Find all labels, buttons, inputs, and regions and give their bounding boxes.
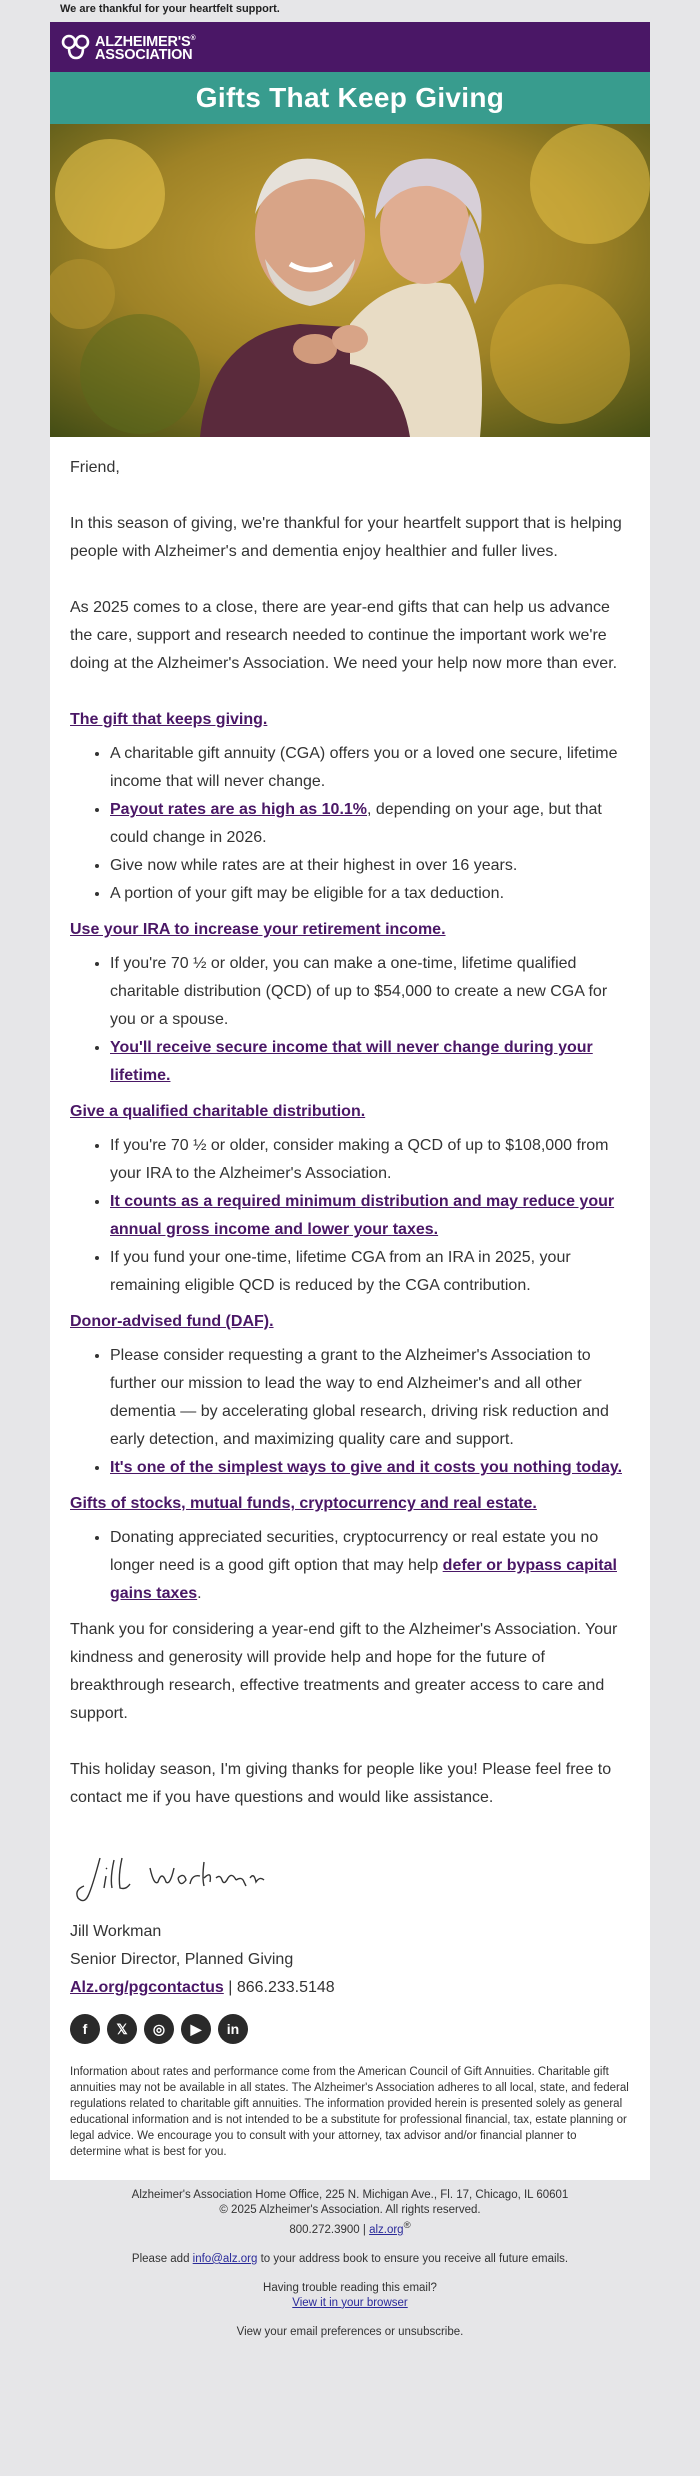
intro-paragraph: In this season of giving, we're thankful for your heartfelt support that is helping people with Alzheimer's and dementia enjoy healthier and fuller lives. [70, 515, 622, 560]
context-paragraph: As 2025 comes to a close, there are year-end gifts that can help us advance the care, support and research needed to continue the important work we're doing at the Alzheimer's Association. We need your help now more than ever. [70, 599, 618, 672]
greeting: Friend, [70, 459, 120, 476]
alz-org-link[interactable]: alz.org [369, 2223, 404, 2236]
simplest-ways-link[interactable]: It's one of the simplest ways to give and it costs you nothing today. [110, 1459, 623, 1476]
stocks-list [70, 1524, 630, 1608]
social-links [70, 2014, 630, 2044]
info-email-link[interactable]: info@alz.org [192, 2252, 258, 2265]
pg-contact-link[interactable]: Alz.org/pgcontactus [70, 1979, 224, 1996]
svg-text:Jill Workman: Jill Workman [70, 1848, 76, 1849]
linkedin-icon[interactable]: in [218, 2014, 248, 2044]
preheader-text: We are thankful for your heartfelt support. [60, 3, 280, 15]
secure-income-link[interactable]: You'll receive secure income that will never change during your lifetime. [110, 1039, 593, 1084]
payout-rates-link[interactable]: Payout rates are as high as 10.1% [110, 801, 368, 818]
email-container [50, 22, 650, 2180]
section-heading-daf[interactable]: Donor-advised fund (DAF). [70, 1313, 274, 1330]
logo-wordmark[interactable]: ALZHEIMER'S® ASSOCIATION [95, 33, 196, 64]
trouble-text: Having trouble reading this email? [263, 2281, 437, 2294]
hero-photo-couple-embracing [50, 124, 650, 437]
section-heading-cga[interactable]: The gift that keeps giving. [70, 711, 268, 728]
thanks-paragraph: Thank you for considering a year-end gift to the Alzheimer's Association. Your kindness and generosity will provide help and hope for the future of breakthrough research, effective treatments and greater access to care and support. [70, 1621, 618, 1722]
list-item: • A portion of your gift may be eligible for a tax deduction. [110, 880, 630, 908]
section-heading-ira[interactable]: Use your IRA to increase your retirement income. [70, 921, 446, 938]
list-item [110, 1034, 630, 1090]
contact-line [70, 1974, 630, 2002]
instagram-icon[interactable]: ◎ [144, 2014, 174, 2044]
list-item: • Payout rates are as high as 10.1%, depending on your age, but that could change in 2026. [110, 796, 630, 852]
address-book-line: Please add info@alz.org to your address book to ensure you receive all future emails. [131, 2252, 569, 2265]
signature-image [70, 1848, 270, 1908]
list-item: • If you're 70 ½ or older, consider making a QCD of up to $108,000 from your IRA to the Alzheimer's Association. [110, 1132, 630, 1188]
section-heading-qcd[interactable]: Give a qualified charitable distribution. [70, 1103, 366, 1120]
email-title: Gifts That Keep Giving [50, 72, 650, 124]
signer-name: Jill Workman [70, 1923, 162, 1940]
cga-list [70, 740, 630, 908]
youtube-icon[interactable]: ▶ [181, 2014, 211, 2044]
signer-title: Senior Director, Planned Giving [70, 1951, 294, 1968]
footer-copyright: © 2025 Alzheimer's Association. All rights reserved. [219, 2204, 481, 2216]
section-heading-stocks[interactable]: Gifts of stocks, mutual funds, cryptocurrency and real estate. [70, 1495, 537, 1512]
footer-phone-line: 800.272.3900 | alz.org® [289, 2220, 411, 2236]
footer-address: Alzheimer's Association Home Office, 225 N. Michigan Ave., Fl. 17, Chicago, IL 60601 [131, 2189, 569, 2201]
signature-block [70, 1918, 630, 2002]
list-item: • If you're 70 ½ or older, you can make a one-time, lifetime qualified charitable distribution (QCD) of up to $54,000 to create a new CGA for you or a spouse. [110, 950, 630, 1034]
list-item: • If you fund your one-time, lifetime CGA from an IRA in 2025, your remaining eligible QCD is reduced by the CGA contribution. [110, 1244, 630, 1300]
view-in-browser-link[interactable]: View it in your browser [292, 2296, 408, 2309]
list-item: • Donating appreciated securities, cryptocurrency or real estate you no longer need is a good gift option that may help defer or bypass capital gains taxes. [110, 1524, 630, 1608]
qcd-list [70, 1132, 630, 1300]
list-item: • A charitable gift annuity (CGA) offers you or a loved one secure, lifetime income that will never change. [110, 740, 630, 796]
capital-gains-link[interactable]: defer or bypass capital gains taxes [110, 1557, 617, 1602]
facebook-icon[interactable]: f [70, 2014, 100, 2044]
disclaimer: Information about rates and performance come from the American Council of Gift Annuities. Charitable gift annuities may not be available in all states. The Alzheimer's Association adheres to all local, state, and federal regulations related to charitable gift annuities. The information provided herein is presented solely as general educational information and is not intended to be a substitute for professional financial, tax, estate planning or legal advice. We encourage you to consult with your attorney, tax advisor and/or financial planner to determine what is best for you. [70, 2066, 629, 2158]
list-item [110, 1188, 630, 1244]
preferences-link[interactable]: View your email preferences or unsubscribe. [236, 2325, 464, 2338]
rmd-link[interactable]: It counts as a required minimum distribution and may reduce your annual gross income and lower your taxes. [110, 1193, 615, 1238]
daf-list [70, 1342, 630, 1482]
x-icon[interactable]: 𝕏 [107, 2014, 137, 2044]
ira-list [70, 950, 630, 1090]
list-item: • Please consider requesting a grant to the Alzheimer's Association to further our mission to lead the way to end Alzheimer's and all other dementia — by accelerating global research, driving risk reduction and early detection, and maximizing quality care and support. [110, 1342, 630, 1454]
alzheimers-logo-icon[interactable] [60, 32, 92, 62]
logo-bar [50, 22, 650, 72]
footer [50, 2180, 650, 2340]
list-item: • Give now while rates are at their highest in over 16 years. [110, 852, 630, 880]
list-item [110, 1454, 630, 1482]
contact-phone: | 866.233.5148 [223, 1979, 335, 1996]
holiday-paragraph: This holiday season, I'm giving thanks for people like you! Please feel free to contact me if you have questions and would like assistance. [70, 1761, 612, 1806]
email-body [50, 437, 650, 2044]
